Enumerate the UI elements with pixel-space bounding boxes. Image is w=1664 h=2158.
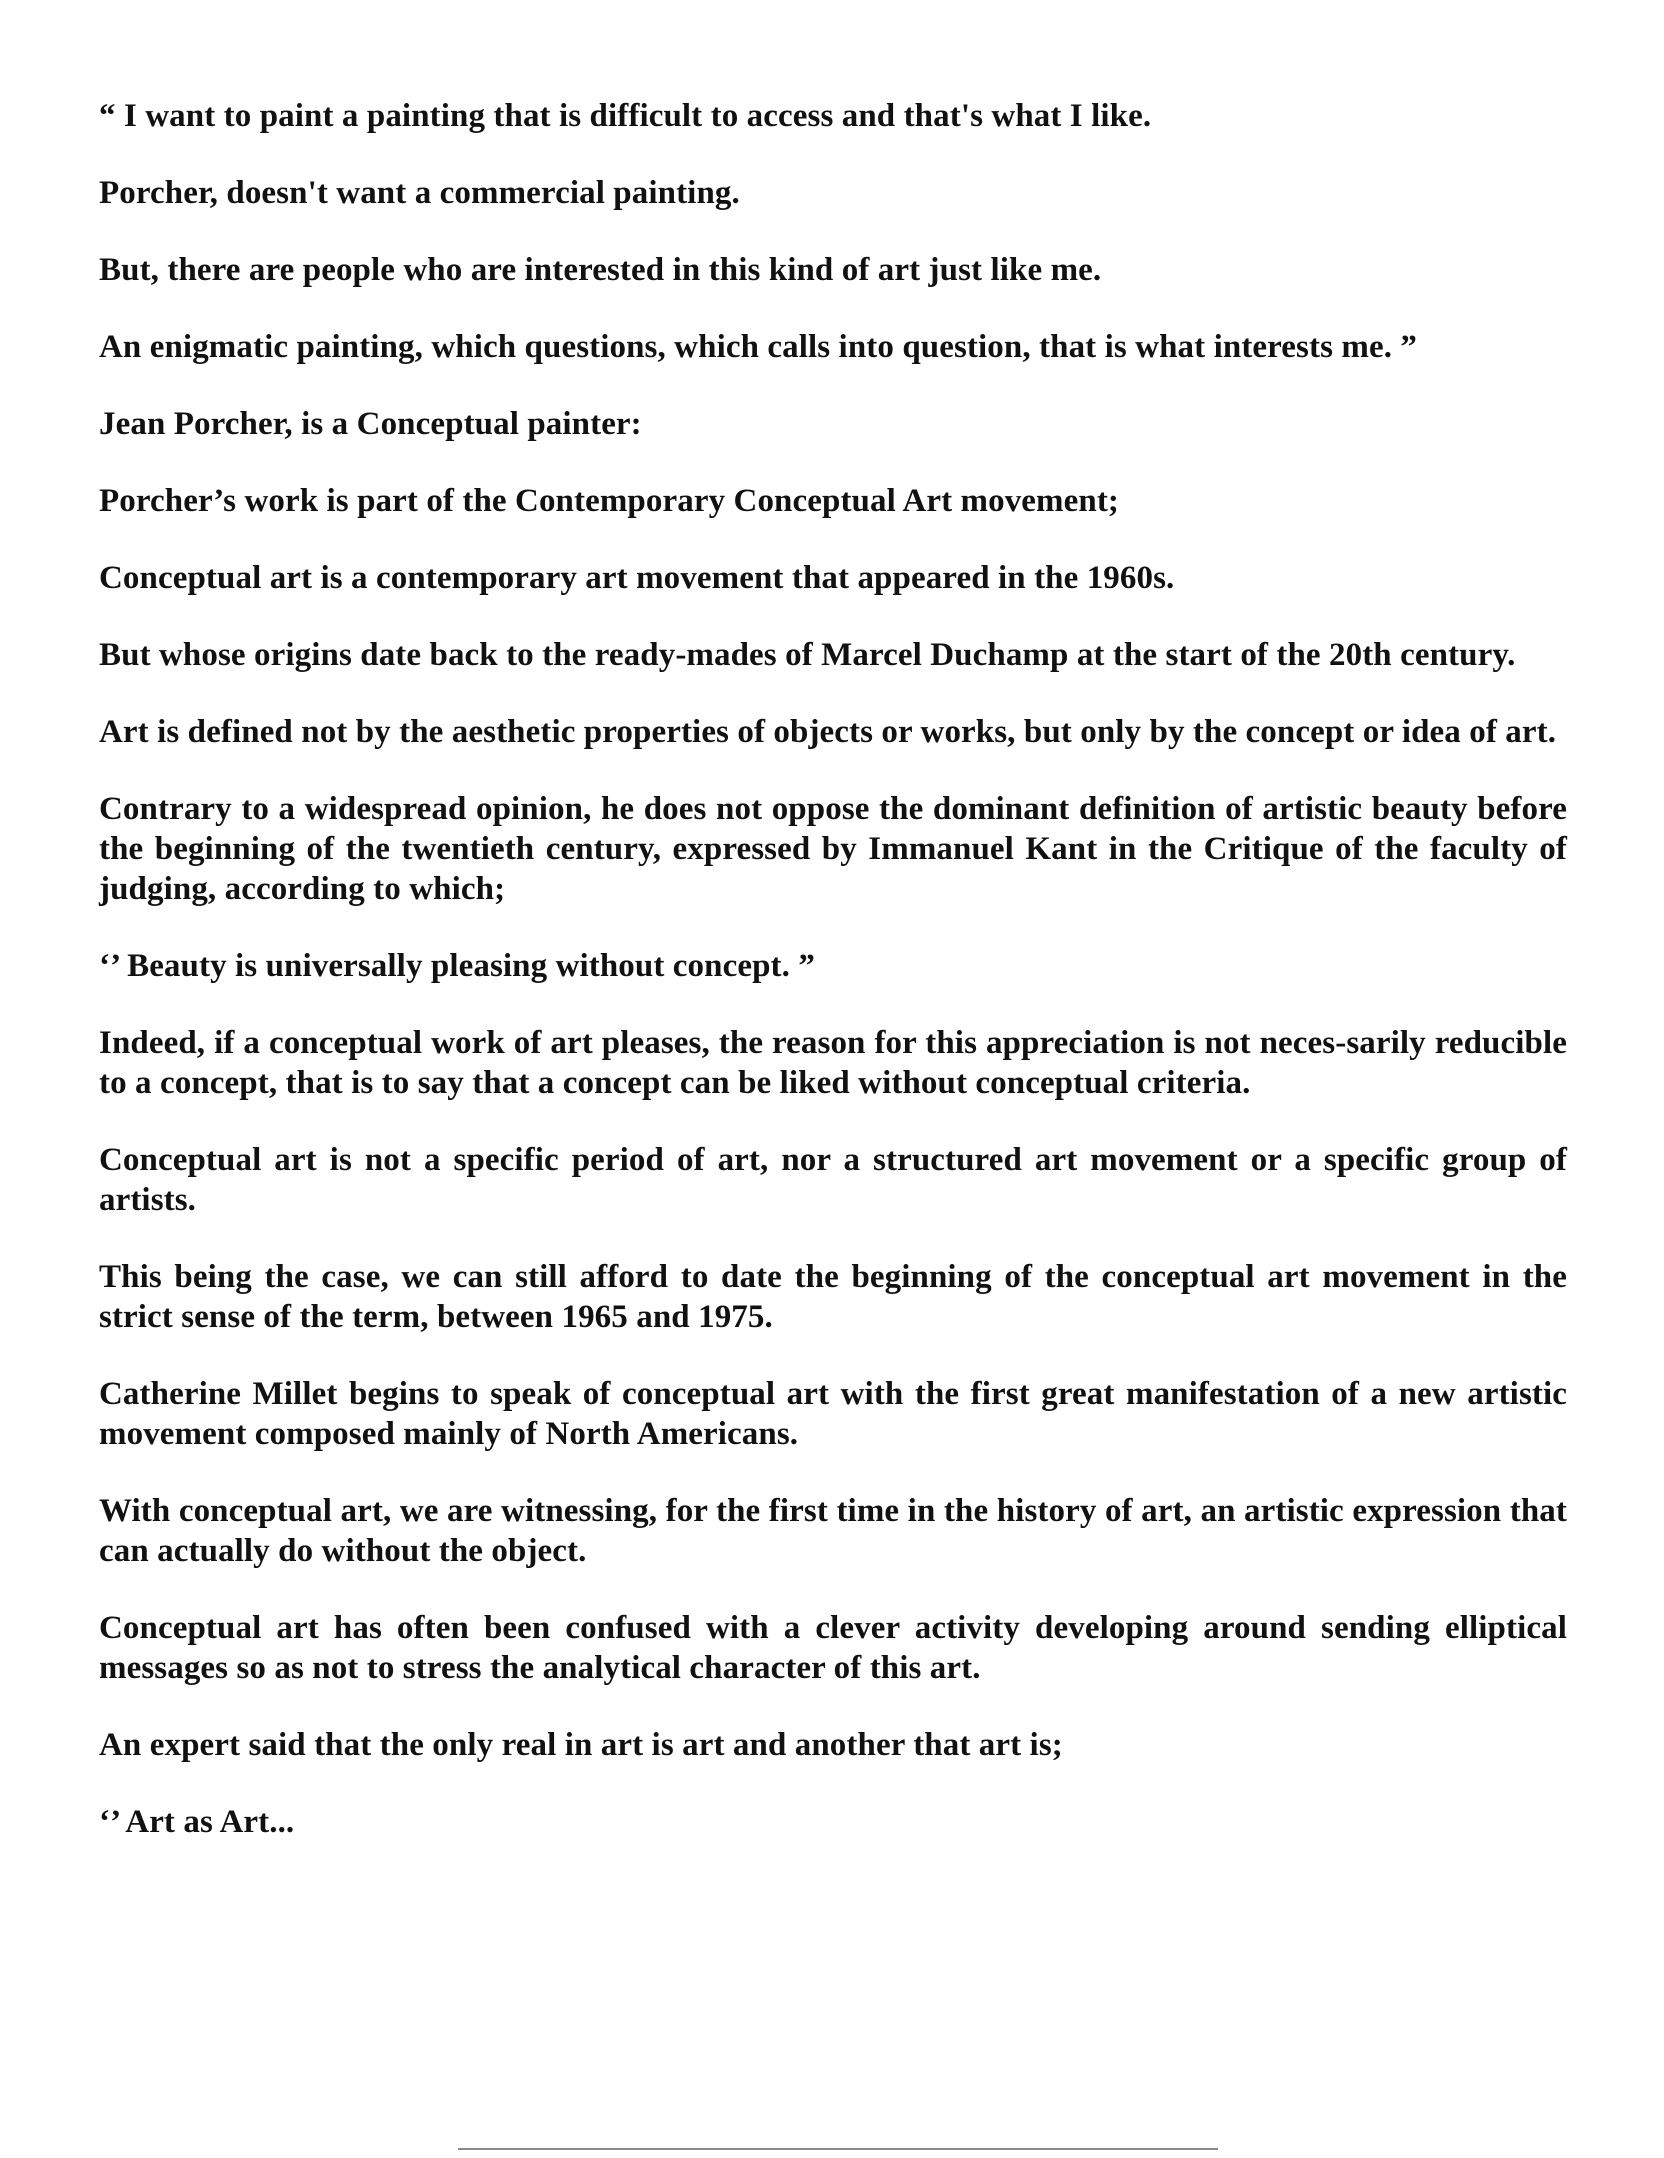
bottom-divider: [458, 2148, 1218, 2150]
paragraph: This being the case, we can still afford to date the beginning of the conceptual art movement in the strict sense of the term, between 1965 and 1975.: [99, 1259, 1567, 1335]
paragraph: Art is defined not by the aesthetic properties of objects or works, but only by the concept or idea of art.: [99, 714, 1557, 750]
paragraph: “ I want to paint a painting that is difficult to access and that's what I like.: [99, 98, 1152, 134]
paragraph: Porcher, doesn't want a commercial painting.: [99, 175, 740, 211]
paragraph: Contrary to a widespread opinion, he does not oppose the dominant definition of artistic beauty before the beginning of the twentieth century, expressed by Immanuel Kant in the Critique of the faculty of judging, according to which;: [99, 791, 1567, 907]
paragraph: ‘’ Beauty is universally pleasing without concept. ”: [99, 948, 815, 984]
document-body: [99, 96, 1567, 1842]
paragraph: Catherine Millet begins to speak of conceptual art with the first great manifestation of a new artistic movement composed mainly of North Americans.: [99, 1376, 1567, 1452]
paragraph: Jean Porcher, is a Conceptual painter:: [99, 406, 642, 442]
paragraph: ‘’ Art as Art...: [99, 1804, 295, 1840]
paragraph: Conceptual art is a contemporary art movement that appeared in the 1960s.: [99, 560, 1175, 596]
paragraph: Conceptual art has often been confused with a clever activity developing around sending elliptical messages so as not to stress the analytical character of this art.: [99, 1610, 1567, 1686]
paragraph: An expert said that the only real in art is art and another that art is;: [99, 1727, 1063, 1763]
paragraph: With conceptual art, we are witnessing, for the first time in the history of art, an artistic expression that can actually do without the object.: [99, 1493, 1567, 1569]
paragraph: An enigmatic painting, which questions, which calls into question, that is what interests me. ”: [99, 329, 1418, 365]
paragraph: Indeed, if a conceptual work of art pleases, the reason for this appreciation is not neces-sarily reducible to a concept, that is to say that a concept can be liked without conceptual criteria.: [99, 1025, 1567, 1101]
paragraph: But, there are people who are interested in this kind of art just like me.: [99, 252, 1102, 288]
paragraph: But whose origins date back to the ready-mades of Marcel Duchamp at the start of the 20th century.: [99, 637, 1516, 673]
paragraph: Porcher’s work is part of the Contemporary Conceptual Art movement;: [99, 483, 1120, 519]
paragraph: Conceptual art is not a specific period of art, nor a structured art movement or a specific group of artists.: [99, 1142, 1567, 1218]
